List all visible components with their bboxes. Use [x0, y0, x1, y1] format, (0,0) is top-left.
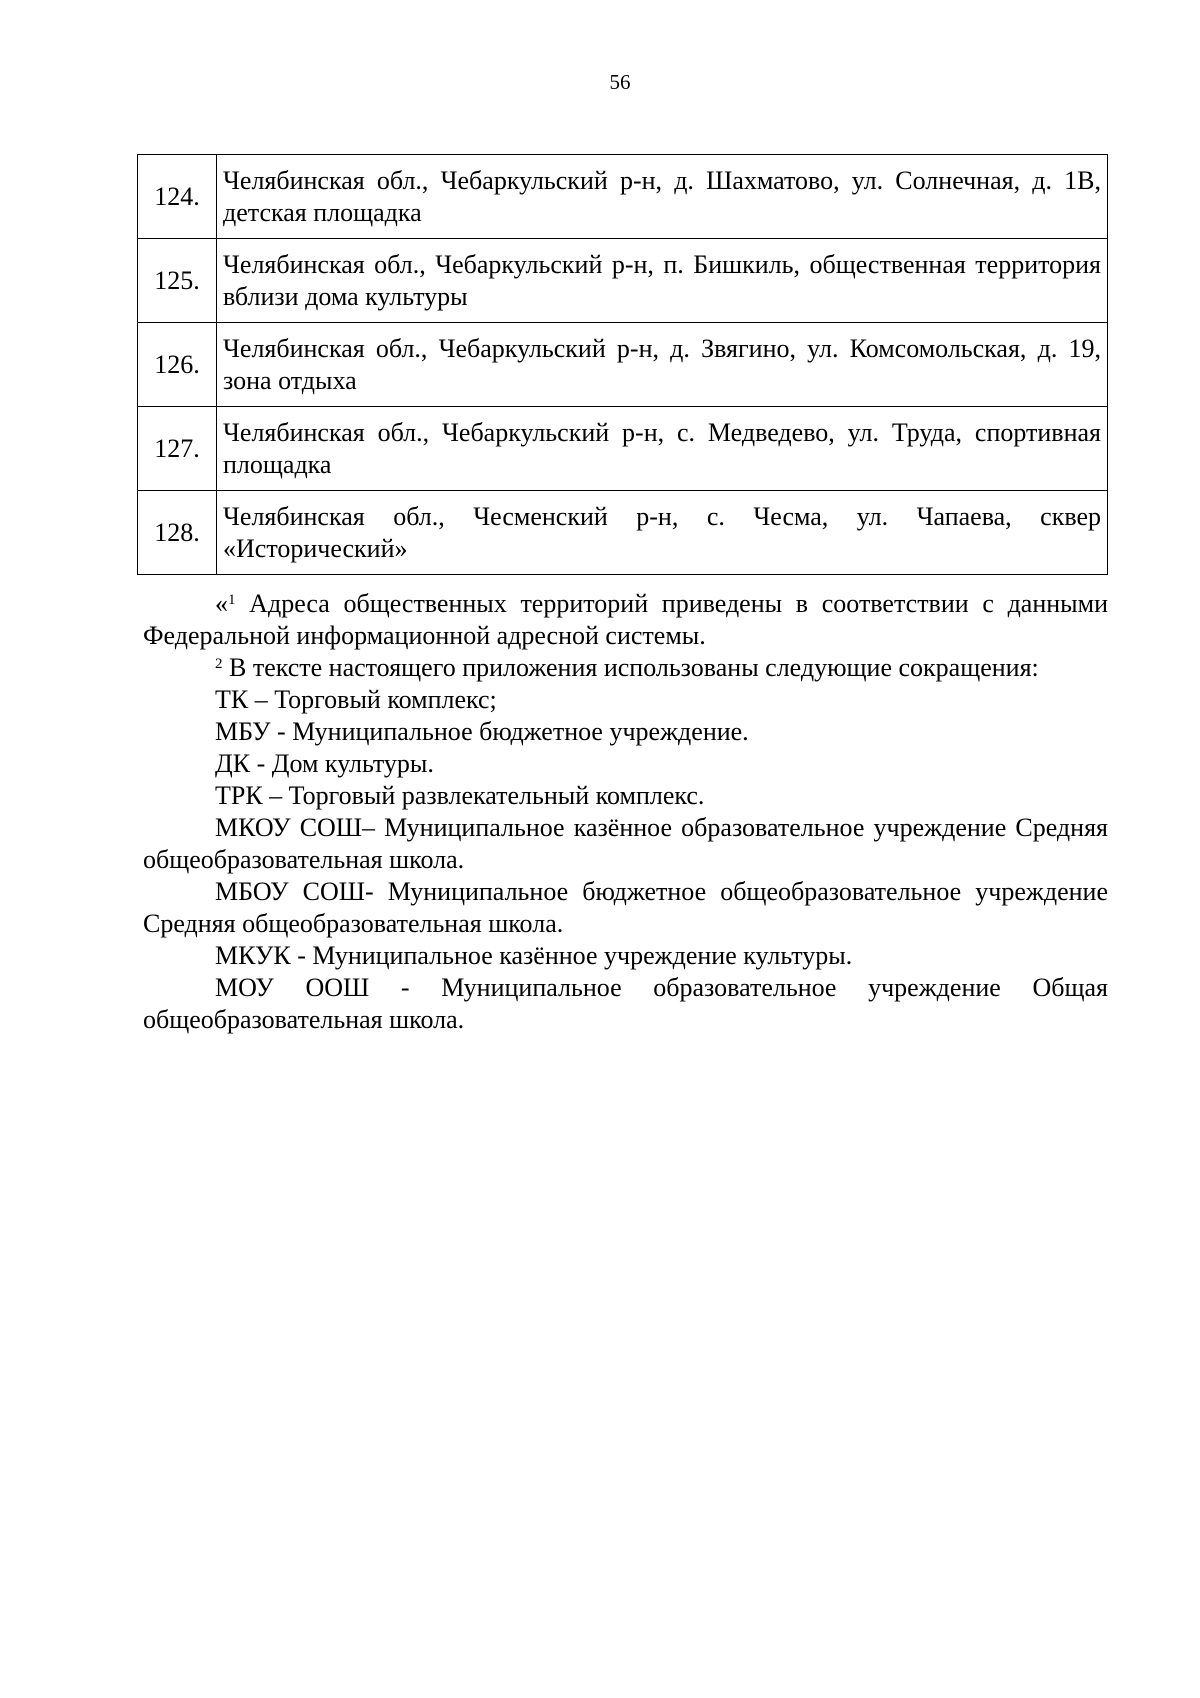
footnote-1-text: Адреса общественных территорий приведены в соответствии с данными Федеральной информационной адресной системы.	[143, 589, 1108, 650]
notes-section	[143, 588, 1108, 1036]
row-address: Челябинская обл., Чебаркульский р-н, д. Звягино, ул. Комсомольская, д. 19, зона отдыха	[217, 323, 1108, 407]
page-number: 56	[609, 70, 631, 94]
abbreviation-item: ДК - Дом культуры.	[215, 749, 434, 778]
table-row	[138, 239, 1108, 323]
row-address: Челябинская обл., Чебаркульский р-н, п. Бишкиль, общественная территория вблизи дома культуры	[217, 239, 1108, 323]
abbreviation-item: МБОУ СОШ- Муниципальное бюджетное общеобразовательное учреждение Средняя общеобразовательная школа.	[143, 877, 1108, 938]
abbreviation-item: МКУК - Муниципальное казённое учреждение культуры.	[215, 941, 853, 970]
row-number: 127.	[138, 407, 217, 491]
footnote-1-marker: 1	[228, 592, 236, 608]
abbreviation-item: МОУ ООШ - Муниципальное образовательное учреждение Общая общеобразовательная школа.	[143, 973, 1108, 1034]
row-address: Челябинская обл., Чесменский р-н, с. Чесма, ул. Чапаева, сквер «Исторический»	[217, 491, 1108, 575]
row-number: 124.	[138, 155, 217, 239]
addresses-table	[137, 154, 1108, 575]
footnote-2-marker: 2	[215, 656, 223, 672]
row-number: 128.	[138, 491, 217, 575]
abbreviation-item: МКОУ СОШ– Муниципальное казённое образовательное учреждение Средняя общеобразовательная школа.	[143, 813, 1108, 874]
abbreviation-item: МБУ - Муниципальное бюджетное учреждение.	[215, 717, 749, 746]
abbreviation-item: ТРК – Торговый развлекательный комплекс.	[215, 781, 705, 810]
table-row	[138, 407, 1108, 491]
table-row	[138, 323, 1108, 407]
table-row	[138, 491, 1108, 575]
table-row	[138, 155, 1108, 239]
footnote-1-open-quote: «	[215, 589, 228, 618]
footnote-2	[143, 652, 1108, 684]
row-number: 126.	[138, 323, 217, 407]
footnote-2-text: В тексте настоящего приложения использованы следующие сокращения:	[222, 653, 1039, 682]
footnote-1	[143, 588, 1108, 652]
row-number: 125.	[138, 239, 217, 323]
row-address: Челябинская обл., Чебаркульский р-н, с. Медведево, ул. Труда, спортивная площадка	[217, 407, 1108, 491]
row-address: Челябинская обл., Чебаркульский р-н, д. Шахматово, ул. Солнечная, д. 1В, детская площадка	[217, 155, 1108, 239]
abbreviation-item: ТК – Торговый комплекс;	[215, 685, 497, 714]
